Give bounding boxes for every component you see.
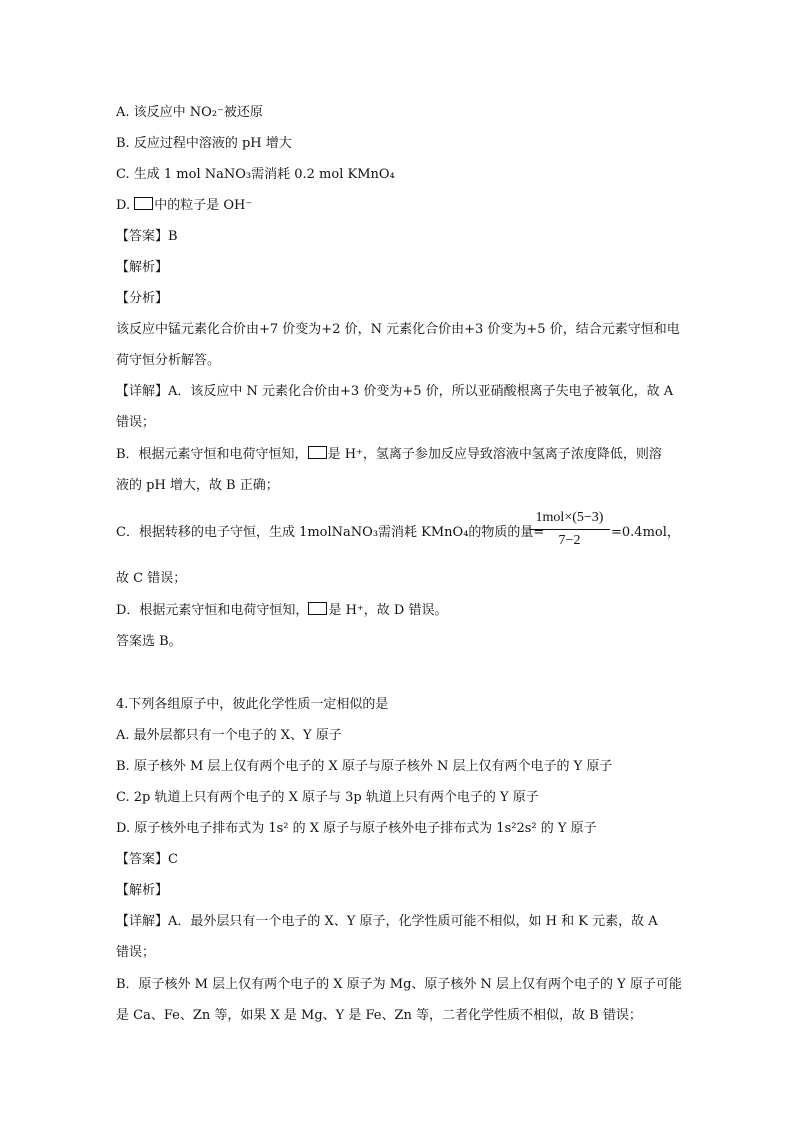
q4-option-b: B. 原子核外 M 层上仅有两个电子的 X 原子与原子核外 N 层上仅有两个电子的 Y 原子 xyxy=(116,759,613,774)
fraction-numerator: 1mol×(5−3) xyxy=(535,510,604,525)
q3-detail-a-line-1: 【详解】A．该反应中 N 元素化合价由+3 价变为+5 价，所以亚硝酸根离子失电子被氧化，故 A xyxy=(116,384,674,399)
fraction-bar xyxy=(529,529,610,530)
blank-box-icon xyxy=(308,602,327,615)
q3-detail-a-line-2: 错误； xyxy=(116,415,156,430)
q4-answer: 【答案】C xyxy=(116,852,178,867)
q4-detail-a-line-1: 【详解】A．最外层只有一个电子的 X、Y 原子，化学性质可能不相似，如 H 和 K 元素，故 A xyxy=(116,914,658,929)
detail-b-suffix: 是 H⁺，氢离子参加反应导致溶液中氢离子浓度降低，则溶 xyxy=(327,447,662,462)
q3-option-b: B. 反应过程中溶液的 pH 增大 xyxy=(116,136,292,151)
q4-detail-b-line-2: 是 Ca、Fe、Zn 等，如果 X 是 Mg、Y 是 Fe、Zn 等，二者化学性质不相似，故 B 错误； xyxy=(116,1008,642,1023)
fraction xyxy=(527,510,612,549)
q3-fenxi-heading: 【分析】 xyxy=(116,291,169,306)
q4-detail-b-line-1: B．原子核外 M 层上仅有两个电子的 X 原子为 Mg、原子核外 N 层上仅有两个电子的 Y 原子可能 xyxy=(116,977,682,992)
q3-detail-c-result: =0.4mol， xyxy=(611,525,680,540)
detail-d-suffix: 是 H⁺，故 D 错误。 xyxy=(328,603,448,618)
blank-box-icon xyxy=(134,197,153,210)
q3-fenxi-line-1: 该反应中锰元素化合价由+7 价变为+2 价，N 元素化合价由+3 价变为+5 价，结合元素守恒和电 xyxy=(116,322,680,337)
fraction-denominator: 7−2 xyxy=(558,533,581,548)
q3-detail-b-line-2: 液的 pH 增大，故 B 正确； xyxy=(116,478,279,493)
q3-detail-c-line-1: C．根据转移的电子守恒，生成 1molNaNO₃需消耗 KMnO₄的物质的量= xyxy=(116,525,545,540)
q4-analysis-heading: 【解析】 xyxy=(116,883,169,898)
q3-final-answer: 答案选 B。 xyxy=(116,634,182,649)
q4-option-d: D. 原子核外电子排布式为 1s² 的 X 原子与原子核外电子排布式为 1s²2s² 的 Y 原子 xyxy=(116,821,597,836)
q4-detail-a-line-2: 错误； xyxy=(116,945,156,960)
q3-option-d xyxy=(116,197,252,215)
q3-fenxi-line-2: 荷守恒分析解答。 xyxy=(116,353,221,368)
detail-b-prefix: B．根据元素守恒和电荷守恒知， xyxy=(116,447,308,462)
option-d-prefix: D. xyxy=(116,198,135,213)
q3-detail-b-line-1 xyxy=(116,446,662,464)
q3-analysis-heading: 【解析】 xyxy=(116,260,169,275)
q3-option-c: C. 生成 1 mol NaNO₃需消耗 0.2 mol KMnO₄ xyxy=(116,167,395,182)
detail-d-prefix: D．根据元素守恒和电荷守恒知， xyxy=(116,603,309,618)
q3-detail-c-line-2: 故 C 错误； xyxy=(116,571,187,586)
q4-stem: 4.下列各组原子中，彼此化学性质一定相似的是 xyxy=(116,697,389,712)
q3-answer: 【答案】B xyxy=(116,229,178,244)
q3-option-a: A. 该反应中 NO₂⁻被还原 xyxy=(116,105,263,120)
q4-option-a: A. 最外层都只有一个电子的 X、Y 原子 xyxy=(116,728,342,743)
q3-detail-d xyxy=(116,602,447,620)
q4-option-c: C. 2p 轨道上只有两个电子的 X 原子与 3p 轨道上只有两个电子的 Y 原子 xyxy=(116,790,539,805)
blank-box-icon xyxy=(308,446,327,459)
option-d-suffix: 中的粒子是 OH⁻ xyxy=(154,198,253,213)
